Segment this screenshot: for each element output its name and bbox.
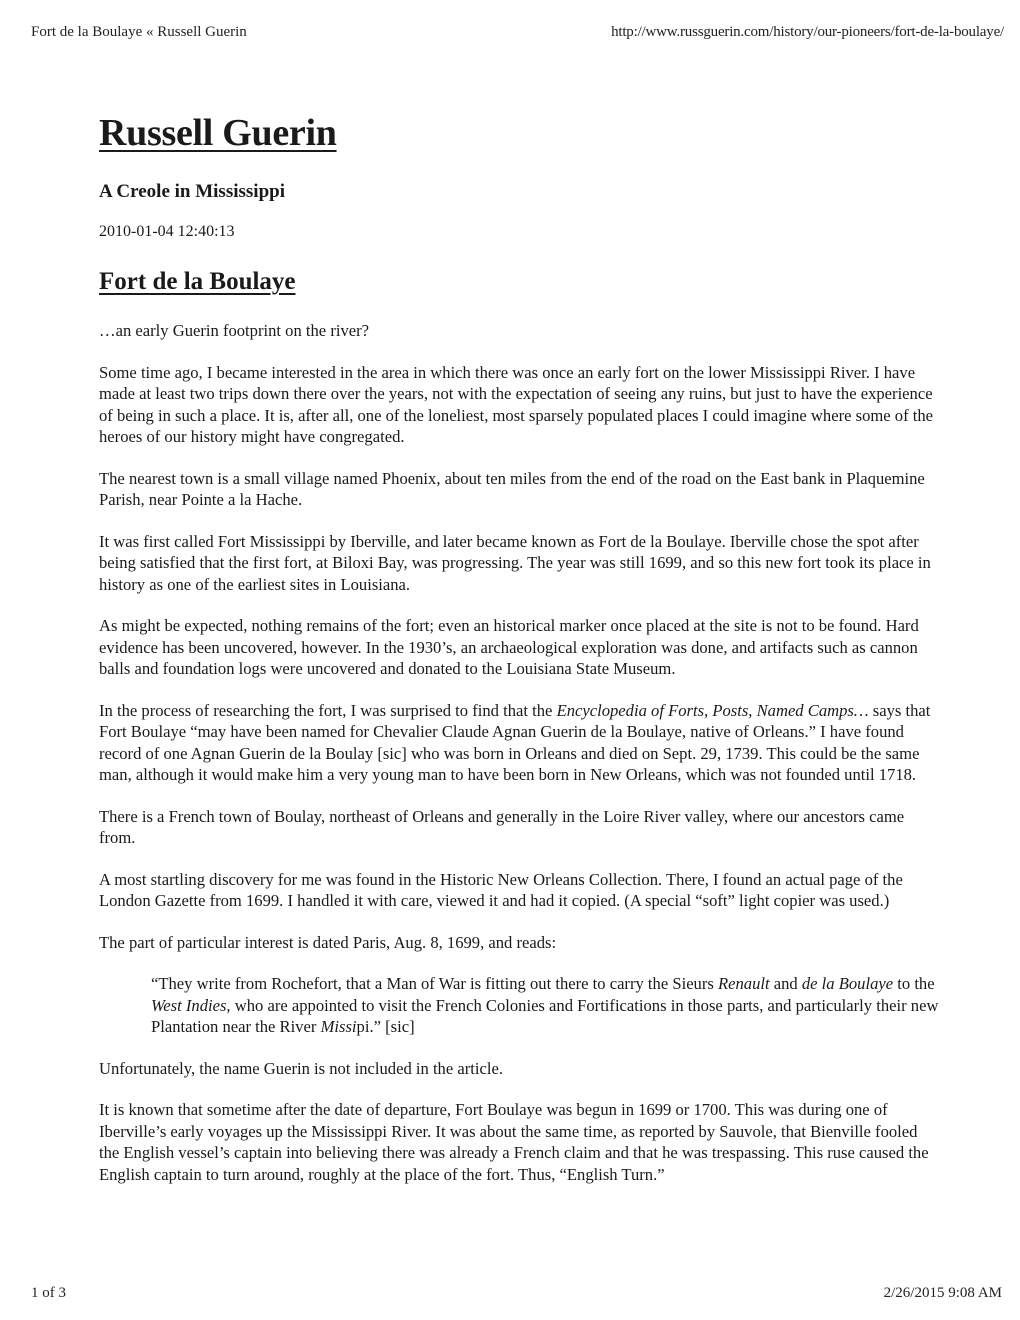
book-title: Encyclopedia of Forts, Posts, Named Camps… <box>556 700 869 720</box>
paragraph-1: Some time ago, I became interested in the area in which there was once an early fort on the lower Mississippi River. I have made at least two trips down there over the years, not with the expectation of seeing any ruins, but just to have the experience of being in such a place. It is, after all, one of the loneliest, most sparsely populated places I could imagine where some of the heroes of our history might have congregated. <box>99 362 934 446</box>
p5-text-after: says that Fort Boulaye “may have been named for Chevalier Claude Agnan Guerin de la Boulaye, native of Orleans.” I have found record of one Agnan Guerin de la Boulay [sic] who was born in Orleans and died on Sept. 29, 1739. This could be the same man, although it would make him a very young man to have been born in New Orleans, which was not founded until 1718. <box>99 700 931 784</box>
quote-text-2: and <box>769 974 802 993</box>
quote-text-1: “They write from Rochefort, that a Man of War is fitting out there to carry the Sieurs <box>151 974 718 993</box>
quote-text-4: who are appointed to visit the French Colonies and Fortifications in those parts, and particularly their new Plantation near the River <box>151 995 939 1036</box>
quote-text-5: pi.” [sic] <box>356 1017 415 1036</box>
paragraph-9: Unfortunately, the name Guerin is not included in the article. <box>99 1058 503 1078</box>
paragraph-5 <box>99 700 939 786</box>
site-title[interactable]: Russell Guerin <box>99 112 337 154</box>
paragraph-4: As might be expected, nothing remains of the fort; even an historical marker once placed at the site is not to be found. Hard evidence has been uncovered, however. In the 1930’s, an archaeological exploration was done, and artifacts such as cannon balls and foundation logs were uncovered and donated to the Louisiana State Museum. <box>99 616 919 678</box>
gazette-quote <box>151 973 939 1038</box>
print-footer-page-number: 1 of 3 <box>31 1285 66 1301</box>
quote-text-3: to the <box>893 974 935 993</box>
site-tagline: A Creole in Mississippi <box>99 181 285 202</box>
print-footer-date: 2/26/2015 9:08 AM <box>883 1285 1002 1301</box>
paragraph-2: The nearest town is a small village named Phoenix, about ten miles from the end of the road on the East bank in Plaquemine Parish, near Pointe a la Hache. <box>99 468 925 509</box>
paragraph-7: A most startling discovery for me was found in the Historic New Orleans Collection. There, I found an actual page of the London Gazette from 1699. I handled it with care, viewed it and had it copied. (A special “soft” light copier was used.) <box>99 869 903 910</box>
print-header-url: http://www.russguerin.com/history/our-pioneers/fort-de-la-boulaye/ <box>611 24 1004 40</box>
paragraph-8: The part of particular interest is dated Paris, Aug. 8, 1699, and reads: <box>99 932 557 952</box>
quote-italic-3: West Indies, <box>151 995 231 1015</box>
post-timestamp: 2010-01-04 12:40:13 <box>99 223 235 240</box>
paragraph-10: It is known that sometime after the date of departure, Fort Boulaye was begun in 1699 or 1700. This was during one of Iberville’s early voyages up the Mississippi River. It was about the same time, as reported by Sauvole, that Bienville fooled the English vessel’s captain into believing there was already a French claim and that he was trespassing. This ruse caused the English captain to turn around, roughly at the place of the fort. Thus, “English Turn.” <box>99 1100 929 1184</box>
post-subtitle: …an early Guerin footprint on the river? <box>99 321 370 340</box>
quote-italic-4: Missi <box>320 1017 357 1036</box>
post-title[interactable]: Fort de la Boulaye <box>99 268 296 295</box>
paragraph-6: There is a French town of Boulay, northeast of Orleans and generally in the Loire River valley, where our ancestors came from. <box>99 806 905 847</box>
article-content <box>99 110 939 1205</box>
p5-text-before: In the process of researching the fort, I was surprised to find that the <box>99 700 557 720</box>
paragraph-3: It was first called Fort Mississippi by Iberville, and later became known as Fort de la Boulaye. Iberville chose the spot after being satisfied that the first fort, at Biloxi Bay, was progressing. The year was still 1699, and so this new fort took its place in history as one of the earliest sites in Louisiana. <box>99 531 931 594</box>
quote-italic-1: Renault <box>717 974 770 993</box>
print-header-page-title: Fort de la Boulaye « Russell Guerin <box>31 24 247 40</box>
quote-italic-2: de la Boulaye <box>801 974 894 993</box>
